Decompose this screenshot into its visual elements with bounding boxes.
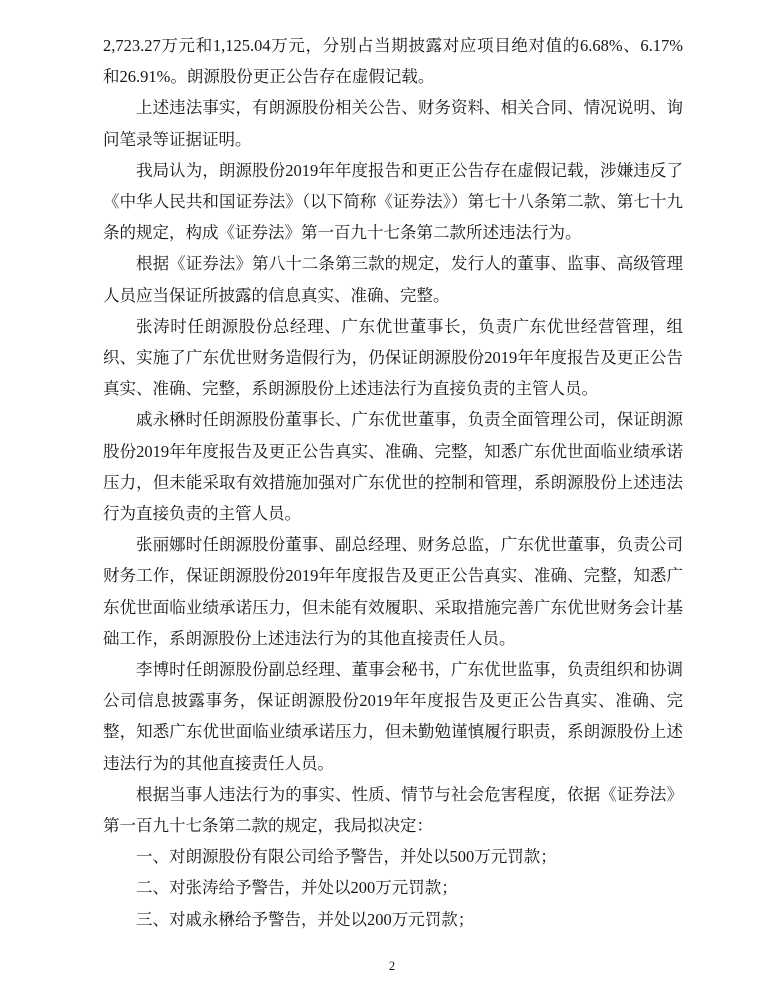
penalty-item-1: 一、对朗源股份有限公司给予警告，并处以500万元罚款； <box>136 847 557 867</box>
continuation-paragraph-overstatement-figures: 2,723.27万元和1,125.04万元，分别占当期披露对应项目绝对值的6.68%、6.17%和26.91%。朗源股份更正公告存在虚假记载。 <box>103 36 683 87</box>
liability-zhang-lina-paragraph: 张丽娜时任朗源股份董事、副总经理、财务总监，广东优世董事，负责公司财务工作，保证朗源股份2019年年度报告及更正公告真实、准确、完整，知悉广东优世面临业绩承诺压力，但未能有效履职、采取措施完善广东优世财务会计基础工作，系朗源股份上述违法行为的其他直接责任人员。 <box>103 535 683 648</box>
decision-intro-paragraph: 根据当事人违法行为的事实、性质、情节与社会危害程度，依据《证券法》第一百九十七条第二款的规定，我局拟决定： <box>103 784 683 836</box>
penalty-item-3: 三、对戚永楙给予警告，并处以200万元罚款； <box>136 909 475 929</box>
liability-li-bo-paragraph: 李博时任朗源股份副总经理、董事会秘书，广东优世监事，负责组织和协调公司信息披露事务，保证朗源股份2019年年度报告及更正公告真实、准确、完整，知悉广东优世面临业绩承诺压力，但未勤勉谨慎履行职责，系朗源股份上述违法行为的其他直接责任人员。 <box>103 660 683 773</box>
liability-qi-yongmao-paragraph: 戚永楙时任朗源股份董事长、广东优世董事，负责全面管理公司，保证朗源股份2019年年度报告及更正公告真实、准确、完整，知悉广东优世面临业绩承诺压力，但未能采取有效措施加强对广东优世的控制和管理，系朗源股份上述违法行为直接负责的主管人员。 <box>103 410 683 524</box>
page-number: 2 <box>388 959 396 973</box>
document-body <box>103 30 683 935</box>
liability-zhang-tao-paragraph: 张涛时任朗源股份总经理、广东优世董事长，负责广东优世经营管理，组织、实施了广东优世财务造假行为，仍保证朗源股份2019年年度报告及更正公告真实、准确、完整，系朗源股份上述违法行为直接负责的主管人员。 <box>103 316 683 399</box>
bureau-opinion-paragraph: 我局认为，朗源股份2019年年度报告和更正公告存在虚假记载，涉嫌违反了《中华人民共和国证券法》（以下简称《证券法》）第七十八条第二款、第七十九条的规定，构成《证券法》第一百九十七条第二款所述违法行为。 <box>103 160 683 243</box>
page-footer <box>0 957 784 975</box>
legal-basis-paragraph: 根据《证券法》第八十二条第三款的规定，发行人的董事、监事、高级管理人员应当保证所披露的信息真实、准确、完整。 <box>103 254 683 305</box>
evidence-paragraph: 上述违法事实，有朗源股份相关公告、财务资料、相关合同、情况说明、询问笔录等证据证明。 <box>103 98 683 149</box>
penalty-item-2: 二、对张涛给予警告，并处以200万元罚款； <box>136 878 458 898</box>
